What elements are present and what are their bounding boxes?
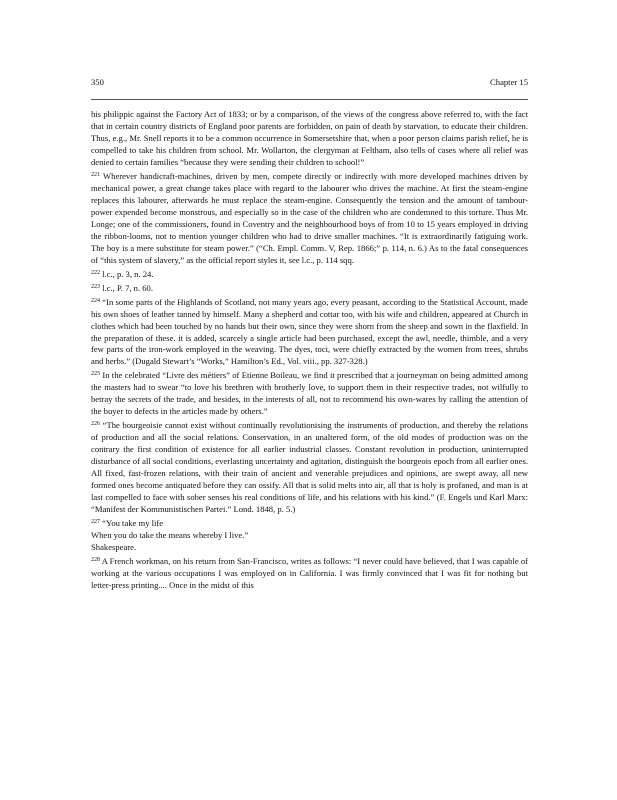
footnote-227 (91, 518, 528, 554)
continued-footnote-text: his philippic against the Factory Act of 1833; or by a comparison, of the views of the congress above referred to, with the fact that in certain country districts of England poor parents are forbidden, on pain of death by starvation, to educate their children. Thus, e.g., Mr. Snell reports it to be a common occurrence in Somersetshire that, when a poor person claims parish relief, he is compelled to take his children from school. Mr. Wollarton, the clergyman at Feltham, also tells of cases where all relief was denied to certain families “because they were sending their children to school!” (91, 109, 528, 167)
footnote-number: 221 (91, 171, 100, 178)
chapter-title: Chapter 15 (490, 77, 528, 87)
verse-line: When you do take the means whereby I live.” (91, 530, 249, 541)
footnote-number: 224 (91, 297, 100, 304)
footnote-number: 227 (91, 519, 100, 526)
footnote-number: 226 (91, 421, 100, 428)
verse-attribution: Shakespeare. (91, 542, 137, 553)
footnote-number: 223 (91, 283, 100, 290)
footnote-225 (91, 370, 528, 418)
footnote-number: 222 (91, 269, 100, 276)
footnote-222 (91, 269, 528, 281)
footnote-text: “The bourgeoisie cannot exist without continually revolutionising the instruments of production, and thereby the relations of production and all the social relations. Conservation, in an unaltered form, of the old modes of production was on the contrary the first condition of existence for all earlier industrial classes. Constant revolution in production, uninterrupted disturbance of all social conditions, everlasting uncertainty and agitation, distinguish the bourgeois epoch from all earlier ones. All fixed, fast-frozen relations, with their train of ancient and venerable prejudices and opinions, are swept away, all new formed ones become antiquated before they can ossify. All that is solid melts into air, all that is holy is profaned, and man is at last compelled to face with sober senses his real conditions of life, and his relations with his kind.” (F. Engels und Karl Marx: “Manifest der Kommunistischen Partei.” Lond. 1848, p. 5.) (91, 420, 528, 515)
footnote-228 (91, 556, 528, 592)
footnote-223 (91, 283, 528, 295)
footnote-226 (91, 420, 528, 516)
footnote-number: 225 (91, 371, 100, 378)
verse-line: “You take my life (102, 518, 164, 529)
footnote-text: “In some parts of the Highlands of Scotland, not many years ago, every peasant, according to the Statistical Account, made his own shoes of leather tanned by himself. Many a shepherd and cottar too, with his wife and children, appeared at Church in clothes which had been touched by no hands but their own, since they were shorn from the sheep and sown in the flaxfield. In the preparation of these. it is added, scarcely a single article had been purchased, except the awl, needle, thimble, and a very few parts of the iron-work employed in the weaving. The dyes, toci, were chiefly extracted by the women from trees, shrubs and herbs.” (Dugald Stewart’s “Works,” Hamilton’s Ed., Vol. viii., pp. 327-328.) (91, 296, 528, 367)
footnote-224 (91, 297, 528, 369)
footnote-text: A French workman, on his return from San-Francisco, writes as follows: “I never could have believed, that I was capable of working at the various occupations I was employed on in California. I was firmly convinced that I was fit for nothing but letter-press printing.... Once in the midst of this (91, 556, 528, 590)
page-number: 350 (91, 77, 104, 87)
footnote-text: l.c., P. 7, n. 60. (102, 282, 154, 293)
footnote-text: In the celebrated “Livre des métiers” of Etienne Boileau, we find it prescribed that a journeyman on being admitted among the masters had to swear “to love his brethren with brotherly love, to support them in their respective trades, not wilfully to betray the secrets of the trade, and besides, in the interests of all, not to recommend his own-wares by calling the attention of the buyer to defects in the articles made by others.” (91, 370, 528, 417)
footnotes-body (91, 109, 528, 592)
footnote-number: 228 (91, 557, 100, 564)
footnote-text: l.c., p. 3, n. 24. (102, 268, 154, 279)
footnote-text: Wherever handicraft-machines, driven by men, compete directly or indirectly with more developed machines driven by mechanical power, a great change takes place with regard to the labourer who drives the machine. At first the steam-engine replaces this labourer, afterwards he must replace the steam-engine. Consequently the tension and the amount of tambour-power expended become monstrous, and especially so in the case of the children who are condemned to this torture. Thus Mr. Longe; one of the commissioners, found in Coventry and the neighbourhood boys of from 10 to 15 years employed in driving the ribbon-looms, not to mention younger children who had to drive smaller machines. “It is extraordinarily fatiguing work. The boy is a mere substitute for steam power.” (“Ch. Empl. Comm. V, Rep. 1866;” p. 114, n. 6.) As to the fatal consequences of “this system of slavery,” as the official report styles it, see l.c., p. 114 sqq. (91, 170, 528, 265)
footnote-221 (91, 171, 528, 267)
header-divider (91, 99, 528, 100)
